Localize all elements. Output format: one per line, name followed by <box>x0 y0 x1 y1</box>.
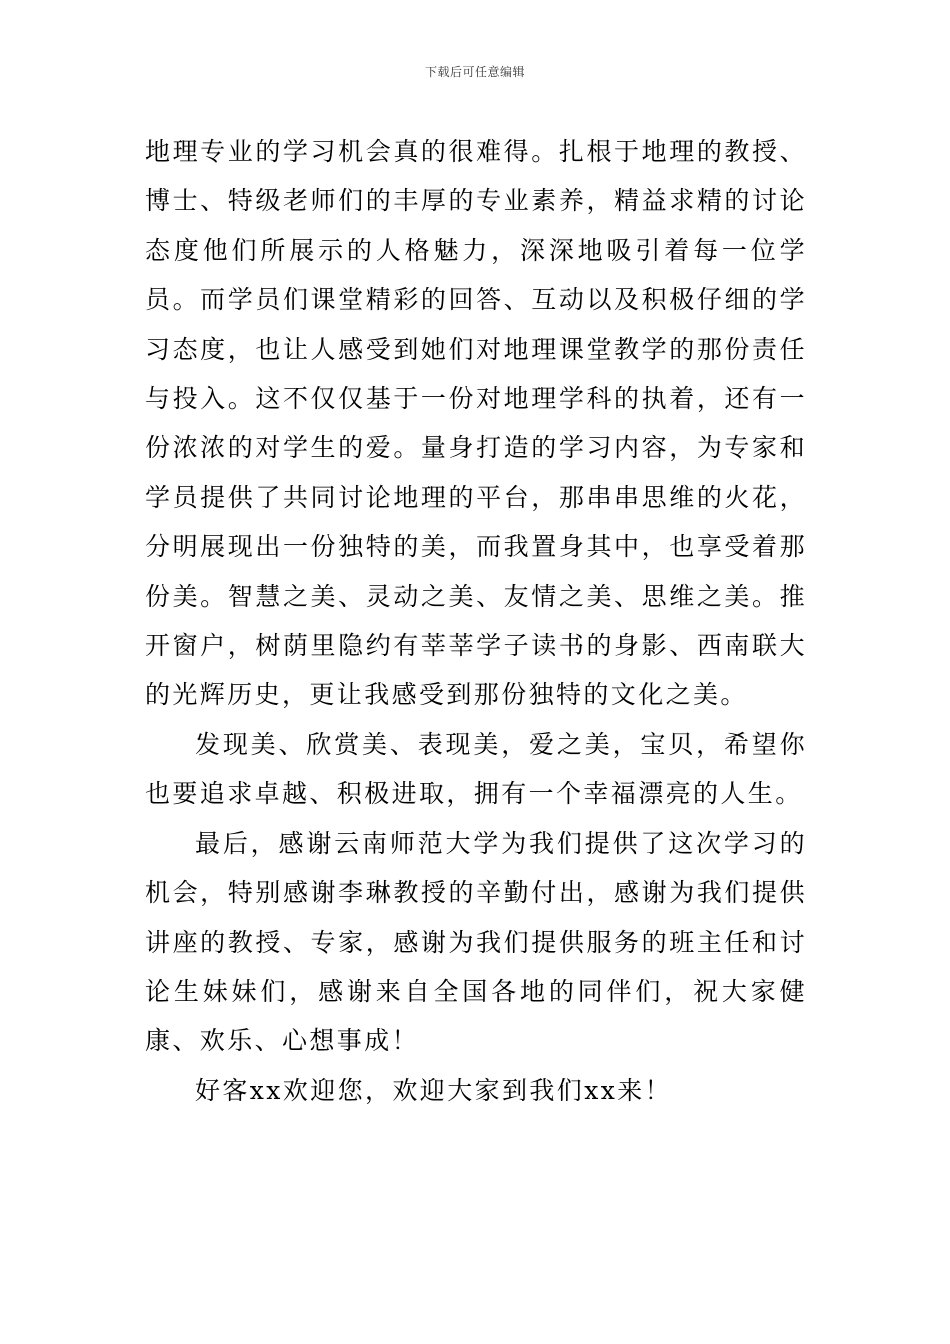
paragraph-thanks: 最后，感谢云南师范大学为我们提供了这次学习的机会，特别感谢李琳教授的辛勤付出，感谢为我们提供讲座的教授、专家，感谢为我们提供服务的班主任和讨论生妹妹们，感谢来自全国各地的同伴们，祝大家健康、欢乐、心想事成！ <box>145 828 807 1056</box>
page-header-note: 下载后可任意编辑 <box>424 65 525 79</box>
paragraph-beauty: 发现美、欣赏美、表现美，爱之美，宝贝，希望你也要追求卓越、积极进取，拥有一个幸福漂亮的人生。 <box>145 729 807 809</box>
paragraph-welcome: 好客xx欢迎您，欢迎大家到我们xx来！ <box>195 1075 672 1105</box>
paragraph-reflection: 地理专业的学习机会真的很难得。扎根于地理的教授、博士、特级老师们的丰厚的专业素养，精益求精的讨论态度他们所展示的人格魅力，深深地吸引着每一位学员。而学员们课堂精彩的回答、互动以及积极仔细的学习态度，也让人感受到她们对地理课堂教学的那份责任与投入。这不仅仅基于一份对地理学科的执着，还有一份浓浓的对学生的爱。量身打造的学习内容，为专家和学员提供了共同讨论地理的平台，那串串思维的火花，分明展现出一份独特的美，而我置身其中，也享受着那份美。智慧之美、灵动之美、友情之美、思维之美。推开窗户，树荫里隐约有莘莘学子读书的身影、西南联大的光辉历史，更让我感受到那份独特的文化之美。 <box>145 137 807 710</box>
document-body <box>145 127 807 1115</box>
